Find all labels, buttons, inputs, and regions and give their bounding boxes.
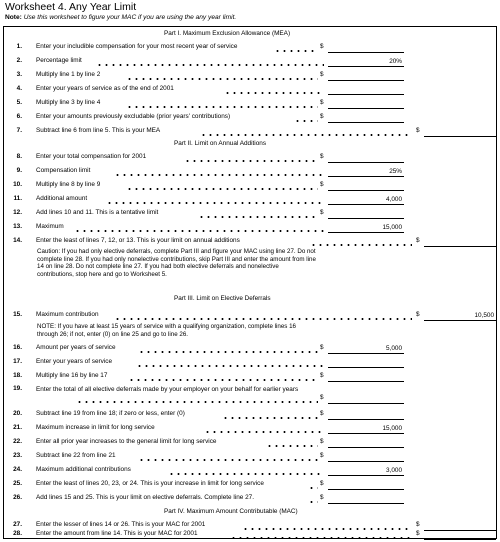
leader-dots: [136, 365, 324, 367]
line-17: [4, 358, 498, 369]
dollar-sign: $: [320, 99, 324, 106]
line-number: 1.: [16, 43, 22, 50]
line-25: [4, 480, 498, 491]
line-9: [4, 167, 498, 178]
line-7: [4, 127, 498, 138]
line-number: 22.: [13, 438, 22, 445]
line-label: Enter your years of service: [36, 358, 113, 365]
line-24-input[interactable]: 3,000: [328, 467, 404, 476]
note-text: Use this worksheet to figure your MAC if you are using the any year limit.: [23, 14, 237, 21]
line-10: [4, 181, 498, 192]
line-number: 27.: [13, 521, 22, 528]
dollar-sign: $: [320, 394, 324, 401]
dollar-sign: $: [320, 452, 324, 459]
line-16: [4, 344, 498, 355]
leader-dots: [106, 202, 324, 204]
line-5-input[interactable]: [328, 100, 404, 109]
line-2-input[interactable]: 20%: [328, 58, 404, 67]
leader-dots: [138, 351, 318, 353]
line-label: Multiply line 8 by line 9: [36, 181, 101, 188]
line-label: Maximum: [36, 223, 64, 230]
line-number: 9.: [16, 167, 22, 174]
line-number: 5.: [16, 99, 22, 106]
line-3: [4, 71, 498, 82]
line-number: 10.: [13, 181, 22, 188]
leader-dots: [96, 64, 324, 66]
dollar-sign: $: [320, 480, 324, 487]
line-label: Multiply line 3 by line 4: [36, 99, 101, 106]
line-label: Multiply line 16 by line 17: [36, 372, 108, 379]
line-22-input[interactable]: [328, 439, 404, 448]
leader-dots: [200, 134, 412, 136]
line-number: 6.: [16, 113, 22, 120]
leader-dots: [126, 106, 318, 108]
dollar-sign: $: [416, 237, 420, 244]
line-number: 8.: [16, 153, 22, 160]
leader-dots: [224, 92, 324, 94]
line-number: 12.: [13, 209, 22, 216]
leader-dots: [242, 528, 412, 530]
line-number: 14.: [13, 237, 22, 244]
leader-dots: [128, 379, 318, 381]
leader-dots: [184, 160, 318, 162]
line-label: Compensation limit: [36, 167, 91, 174]
line-15: [4, 311, 498, 322]
line-label: Add lines 15 and 25. This is your limit on elective deferrals. Complete line 27.: [36, 494, 254, 501]
dollar-sign: $: [320, 153, 324, 160]
line-4-input[interactable]: [328, 86, 404, 95]
line-18: [4, 372, 498, 383]
line-25-input[interactable]: [328, 481, 404, 490]
leader-dots: [266, 445, 318, 447]
leader-dots: [230, 537, 412, 539]
line-26: [4, 494, 498, 505]
line-label: Maximum contribution: [36, 311, 99, 318]
line-23-input[interactable]: [328, 453, 404, 462]
line-8: [4, 153, 498, 164]
line-28: [4, 530, 498, 541]
line-1-input[interactable]: [328, 44, 404, 53]
line-21-input[interactable]: 15,000: [328, 425, 404, 434]
line-19-input[interactable]: [328, 395, 404, 404]
leader-dots: [114, 318, 412, 320]
line-number: 19.: [13, 385, 22, 392]
dollar-sign: $: [416, 521, 420, 528]
leader-dots: [274, 50, 318, 52]
line-number: 24.: [13, 466, 22, 473]
line-number: 11.: [13, 195, 22, 202]
line-5: [4, 99, 498, 110]
line-2: [4, 57, 498, 68]
line-label: Maximum increase in limit for long service: [36, 424, 155, 431]
line-number: 16.: [13, 344, 22, 351]
line-9-input[interactable]: 25%: [328, 168, 404, 177]
line-label: Enter the amount from line 14. This is your MAC for 2001: [36, 530, 198, 537]
caution-text: Caution: If you had only elective deferrals, complete Part III and figure your MAC using line 27. Do not complete line 28. If you had only nonelective contributions, skip Part III and enter the amount from line 14 on line 28. Do not complete line 27. If you had both elective deferrals and nonelective contributions, stop here and go to Worksheet 5.: [37, 248, 316, 278]
section-part-2: Part II. Limit on Annual Additions: [174, 140, 267, 147]
line-11-input[interactable]: 4,000: [328, 196, 404, 205]
dollar-sign: $: [320, 43, 324, 50]
section-part-3: Part III. Limit on Elective Deferrals: [174, 295, 271, 302]
section-part-4: Part IV. Maximum Amount Contributable (MAC): [164, 508, 298, 515]
dollar-sign: $: [416, 127, 420, 134]
leader-dots: [138, 459, 318, 461]
line-14: [4, 237, 498, 248]
leader-dots: [114, 174, 324, 176]
section-part-1: Part I. Maximum Exclusion Allowance (MEA): [164, 30, 291, 37]
leader-dots: [198, 216, 318, 218]
line-12-input[interactable]: [328, 210, 404, 219]
leader-dots: [204, 431, 324, 433]
line-number: 26.: [13, 494, 22, 501]
line-number: 18.: [13, 372, 22, 379]
line-number: 13.: [13, 223, 22, 230]
worksheet-title: Worksheet 4. Any Year Limit: [5, 1, 137, 13]
dollar-sign: $: [320, 113, 324, 120]
leader-dots: [126, 188, 318, 190]
line-number: 21.: [13, 424, 22, 431]
worksheet-note: [5, 14, 236, 21]
line-label: Enter your includible compensation for your most recent year of service: [36, 43, 238, 50]
leader-dots: [126, 78, 318, 80]
line-6-input[interactable]: [328, 114, 404, 123]
line-14-input[interactable]: [424, 238, 496, 247]
line-26-input[interactable]: [328, 495, 404, 504]
leader-dots: [308, 487, 318, 489]
line-15-input[interactable]: 10,500: [424, 312, 496, 321]
line-number: 25.: [13, 480, 22, 487]
line-number: 3.: [16, 71, 22, 78]
dollar-sign: $: [320, 71, 324, 78]
line-19: [4, 385, 498, 407]
line-label: Enter all prior year increases to the general limit for long service: [36, 438, 217, 445]
dollar-sign: $: [416, 311, 420, 318]
dollar-sign: $: [320, 410, 324, 417]
line-label: Percentage limit: [36, 57, 82, 64]
dollar-sign: $: [320, 181, 324, 188]
line-3-input[interactable]: [328, 72, 404, 81]
line-label: Subtract line 6 from line 5. This is your MEA: [36, 127, 161, 134]
line-1: [4, 43, 498, 54]
leader-dots: [308, 501, 318, 503]
line-label: Additional amount: [36, 195, 88, 202]
line-12: [4, 209, 498, 220]
line-label: Enter the total of all elective deferrals made by your employer on your behalf for earlier years: [36, 385, 326, 394]
dollar-sign: $: [320, 372, 324, 379]
line-21: [4, 424, 498, 435]
leader-dots: [310, 244, 412, 246]
line-28-input[interactable]: [424, 531, 496, 540]
line-label: Subtract line 19 from line 18; if zero or less, enter (0): [36, 410, 185, 417]
line-17-input[interactable]: [328, 359, 404, 368]
line-label: Maximum additional contributions: [36, 466, 131, 473]
line-label: Enter the least of lines 7, 12, or 13. This is your limit on annual additions: [36, 237, 240, 244]
line-label: Enter the lesser of lines 14 or 26. This is your MAC for 2001: [36, 521, 206, 528]
leader-dots: [222, 417, 318, 419]
line-22: [4, 438, 498, 449]
line-label: Enter your years of service as of the end of 2001: [36, 85, 174, 92]
note-label: Note:: [5, 14, 22, 21]
leader-dots: [76, 401, 318, 403]
line-6: [4, 113, 498, 124]
line-number: 23.: [13, 452, 22, 459]
line-label: Subtract line 22 from line 21: [36, 452, 116, 459]
dollar-sign: $: [320, 438, 324, 445]
line-label: Amount per years of service: [36, 344, 116, 351]
note-text: NOTE: If you have at least 15 years of service with a qualifying organization, complete lines 16 through 26; if not, enter (0) on line 25 and go to line 26.: [37, 323, 296, 338]
line-label: Enter your amounts previously excludable (prior years' contributions): [36, 113, 231, 120]
line-8-input[interactable]: [328, 154, 404, 163]
line-24: [4, 466, 498, 477]
dollar-sign: $: [320, 209, 324, 216]
leader-dots: [294, 120, 318, 122]
leader-dots: [168, 473, 324, 475]
line-label: Multiply line 1 by line 2: [36, 71, 101, 78]
line-13: [4, 223, 498, 234]
line-20: [4, 410, 498, 421]
line-number: 20.: [13, 410, 22, 417]
dollar-sign: $: [320, 494, 324, 501]
line-4: [4, 85, 498, 96]
dollar-sign: $: [320, 344, 324, 351]
leader-dots: [74, 230, 324, 232]
line-number: 4.: [16, 85, 22, 92]
line-label: Enter your total compensation for 2001: [36, 153, 147, 160]
line-13-input[interactable]: 15,000: [328, 224, 404, 233]
line-number: 2.: [16, 57, 22, 64]
line-label: Add lines 10 and 11. This is a tentative limit: [36, 209, 159, 216]
line-number: 7.: [16, 127, 22, 134]
line-16-input[interactable]: 5,000: [328, 345, 404, 354]
line-23: [4, 452, 498, 463]
line-18-input[interactable]: [328, 373, 404, 382]
line-number: 28.: [13, 530, 22, 537]
line-number: 15.: [13, 311, 22, 318]
line-20-input[interactable]: [328, 411, 404, 420]
line-label: Enter the least of lines 20, 23, or 24. This is your increase in limit for long service: [36, 480, 264, 487]
line-11: [4, 195, 498, 206]
dollar-sign: $: [416, 530, 420, 537]
line-7-input[interactable]: [424, 128, 496, 137]
worksheet-frame: [3, 26, 497, 539]
line-10-input[interactable]: [328, 182, 404, 191]
line-number: 17.: [13, 358, 22, 365]
